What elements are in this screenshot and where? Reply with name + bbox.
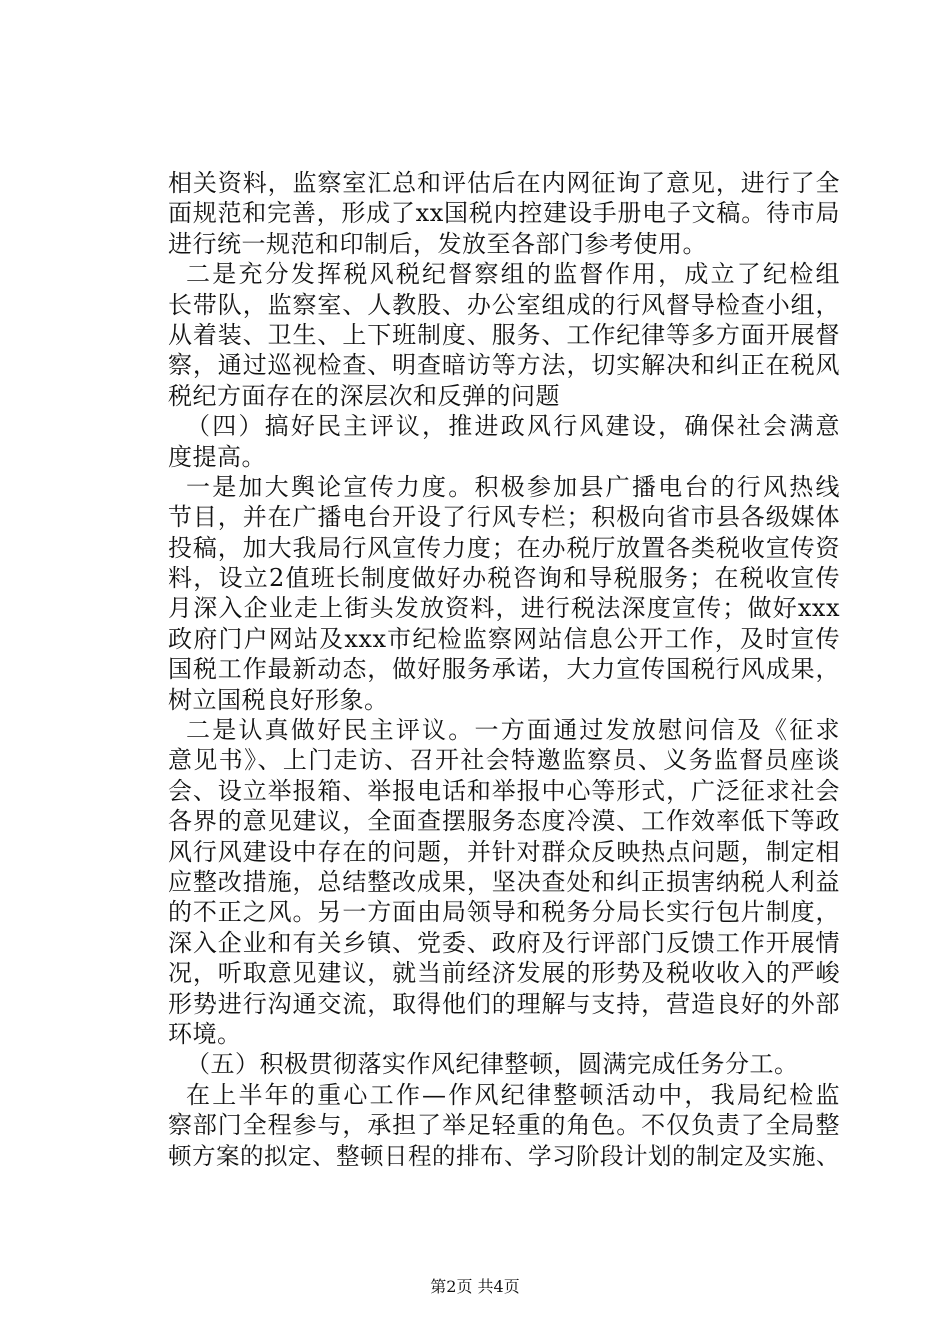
text-line: 各界的意见建议，全面查摆服务态度冷漠、工作效率低下等政 <box>168 807 840 836</box>
text-line: 月深入企业走上街头发放资料，进行税法深度宣传；做好xxx <box>168 594 840 623</box>
text-line: 顿方案的拟定、整顿日程的排布、学习阶段计划的制定及实施、 <box>168 1141 840 1170</box>
text-line: （五）积极贯彻落实作风纪律整顿，圆满完成任务分工。 <box>186 1050 799 1079</box>
text-line: 察，通过巡视检查、明查暗访等方法，切实解决和纠正在税风 <box>168 351 840 380</box>
text-line: 二是认真做好民主评议。一方面通过发放慰问信及《征求 <box>186 716 840 745</box>
text-line: 国税工作最新动态，做好服务承诺，大力宣传国税行风成果， <box>168 655 840 684</box>
text-line: 节目，并在广播电台开设了行风专栏；积极向省市县各级媒体 <box>168 503 840 532</box>
text-line: 形势进行沟通交流，取得他们的理解与支持，营造良好的外部 <box>168 989 840 1018</box>
text-line: 环境。 <box>168 1019 242 1048</box>
text-line: 意见书》、上门走访、召开社会特邀监察员、义务监督员座谈 <box>168 746 840 775</box>
text-line: 面规范和完善，形成了xx国税内控建设手册电子文稿。待市局 <box>168 199 840 228</box>
text-line: 一是加大舆论宣传力度。积极参加县广播电台的行风热线 <box>186 472 840 501</box>
text-line: 察部门全程参与，承担了举足轻重的角色。不仅负责了全局整 <box>168 1111 840 1140</box>
text-line: 树立国税良好形象。 <box>168 685 389 714</box>
text-line: 风行风建设中存在的问题，并针对群众反映热点问题，制定相 <box>168 837 840 866</box>
text-line: 政府门户网站及xxx市纪检监察网站信息公开工作，及时宣传 <box>168 624 840 653</box>
text-line: 况，听取意见建议，就当前经济发展的形势及税收收入的严峻 <box>168 959 840 988</box>
text-line: 二是充分发挥税风税纪督察组的监督作用，成立了纪检组 <box>186 260 840 289</box>
text-line: 从着装、卫生、上下班制度、服务、工作纪律等多方面开展督 <box>168 320 840 349</box>
text-line: 相关资料，监察室汇总和评估后在内网征询了意见，进行了全 <box>168 169 840 197</box>
text-line: 长带队，监察室、人教股、办公室组成的行风督导检查小组， <box>168 290 840 319</box>
text-line: （四）搞好民主评议，推进政风行风建设，确保社会满意 <box>186 412 840 441</box>
text-line: 度提高。 <box>168 442 266 471</box>
text-line: 应整改措施，总结整改成果，坚决查处和纠正损害纳税人利益 <box>168 867 840 896</box>
text-line: 进行统一规范和印制后，发放至各部门参考使用。 <box>168 229 707 258</box>
text-line: 在上半年的重心工作—作风纪律整顿活动中，我局纪检监 <box>186 1080 840 1109</box>
text-line: 料，设立2值班长制度做好办税咨询和导税服务；在税收宣传 <box>168 564 840 593</box>
page-number-footer: 第2页 共4页 <box>430 1277 520 1296</box>
text-line: 深入企业和有关乡镇、党委、政府及行评部门反馈工作开展情 <box>168 928 840 957</box>
text-line: 投稿，加大我局行风宣传力度；在办税厅放置各类税收宣传资 <box>168 533 840 562</box>
document-body <box>168 168 840 1171</box>
text-line: 会、设立举报箱、举报电话和举报中心等形式，广泛征求社会 <box>168 776 840 805</box>
text-line: 的不正之风。另一方面由局领导和税务分局长实行包片制度， <box>168 898 840 927</box>
text-line: 税纪方面存在的深层次和反弹的问题 <box>168 381 560 410</box>
